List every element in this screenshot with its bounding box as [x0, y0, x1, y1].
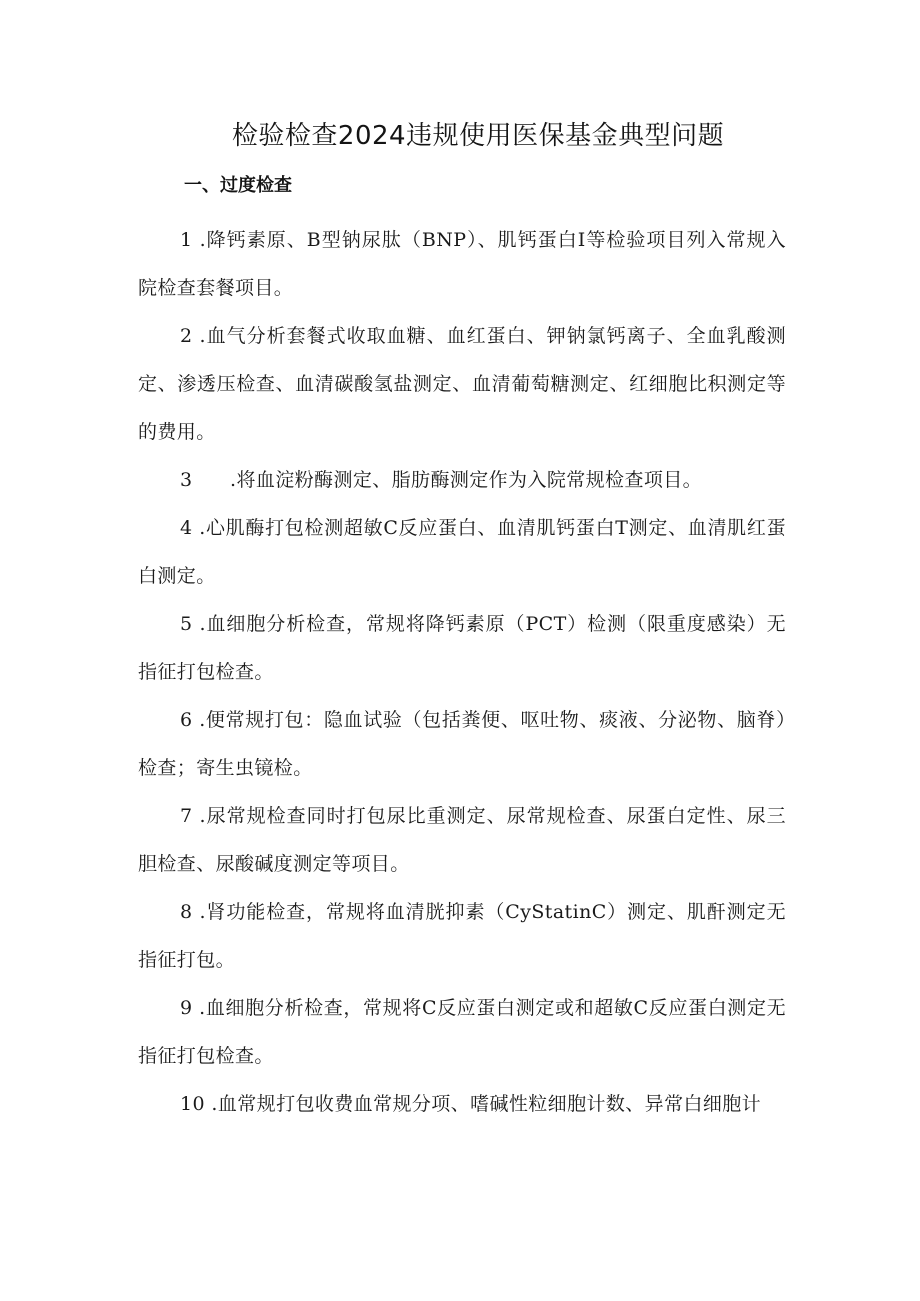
list-item: 4 .心肌酶打包检测超敏C反应蛋白、血清肌钙蛋白T测定、血清肌红蛋白测定。: [138, 517, 786, 587]
item-number: 1: [180, 229, 193, 251]
item-text: 心肌酶打包检测超敏C反应蛋白、血清肌钙蛋白T测定、血清肌红蛋白测定。: [138, 517, 786, 587]
list-item: 10 .血常规打包收费血常规分项、嗜碱性粒细胞计数、异常白细胞计: [180, 1093, 762, 1115]
item-text: 将血淀粉酶测定、脂肪酶测定作为入院常规检查项目。: [236, 469, 703, 491]
item-text: 降钙素原、B型钠尿肽（BNP）、肌钙蛋白I等检验项目列入常规入院检查套餐项目。: [138, 229, 786, 299]
list-item: 1 .降钙素原、B型钠尿肽（BNP）、肌钙蛋白I等检验项目列入常规入院检查套餐项目。: [138, 229, 786, 299]
list-item: 2 .血气分析套餐式收取血糖、血红蛋白、钾钠氯钙离子、全血乳酸测定、渗透压检查、血清碳酸氢盐测定、血清葡萄糖测定、红细胞比积测定等的费用。: [138, 325, 786, 443]
item-number: 5: [180, 613, 193, 635]
item-text: 尿常规检查同时打包尿比重测定、尿常规检查、尿蛋白定性、尿三胆检查、尿酸碱度测定等项目。: [138, 805, 786, 875]
item-text: 血常规打包收费血常规分项、嗜碱性粒细胞计数、异常白细胞计: [217, 1093, 762, 1115]
item-text: 血气分析套餐式收取血糖、血红蛋白、钾钠氯钙离子、全血乳酸测定、渗透压检查、血清碳酸氢盐测定、血清葡萄糖测定、红细胞比积测定等的费用。: [138, 325, 786, 443]
item-number: 4: [180, 517, 193, 539]
document-title: 检验检查2024违规使用医保基金典型问题: [231, 121, 725, 151]
item-number: 3: [180, 469, 193, 491]
list-item: 5 .血细胞分析检查，常规将降钙素原（PCT）检测（限重度感染）无指征打包检查。: [138, 613, 786, 683]
item-number: 10: [180, 1093, 205, 1115]
list-item: 9 .血细胞分析检查，常规将C反应蛋白测定或和超敏C反应蛋白测定无指征打包检查。: [138, 997, 786, 1067]
section-heading: 一、过度检查: [184, 175, 292, 196]
item-number: 8: [180, 901, 193, 923]
list-item: 3 .将血淀粉酶测定、脂肪酶测定作为入院常规检查项目。: [138, 456, 786, 504]
item-text: 血细胞分析检查，常规将降钙素原（PCT）检测（限重度感染）无指征打包检查。: [138, 613, 786, 683]
item-text: 血细胞分析检查，常规将C反应蛋白测定或和超敏C反应蛋白测定无指征打包检查。: [138, 997, 786, 1067]
item-number: 2: [180, 325, 193, 347]
list-item: 6 .便常规打包：隐血试验（包括粪便、呕吐物、痰液、分泌物、脑脊）检查；寄生虫镜检。: [138, 709, 786, 779]
item-number: 6: [180, 709, 193, 731]
item-number: 7: [180, 805, 193, 827]
item-text: 肾功能检查，常规将血清胱抑素（CyStatinC）测定、肌酐测定无指征打包。: [138, 901, 786, 971]
item-number: 9: [180, 997, 193, 1019]
list-item: 7 .尿常规检查同时打包尿比重测定、尿常规检查、尿蛋白定性、尿三胆检查、尿酸碱度测定等项目。: [138, 805, 786, 875]
list-item: 8 .肾功能检查，常规将血清胱抑素（CyStatinC）测定、肌酐测定无指征打包。: [138, 901, 786, 971]
document-body: [138, 216, 786, 1128]
item-text: 便常规打包：隐血试验（包括粪便、呕吐物、痰液、分泌物、脑脊）检查；寄生虫镜检。: [138, 709, 786, 779]
